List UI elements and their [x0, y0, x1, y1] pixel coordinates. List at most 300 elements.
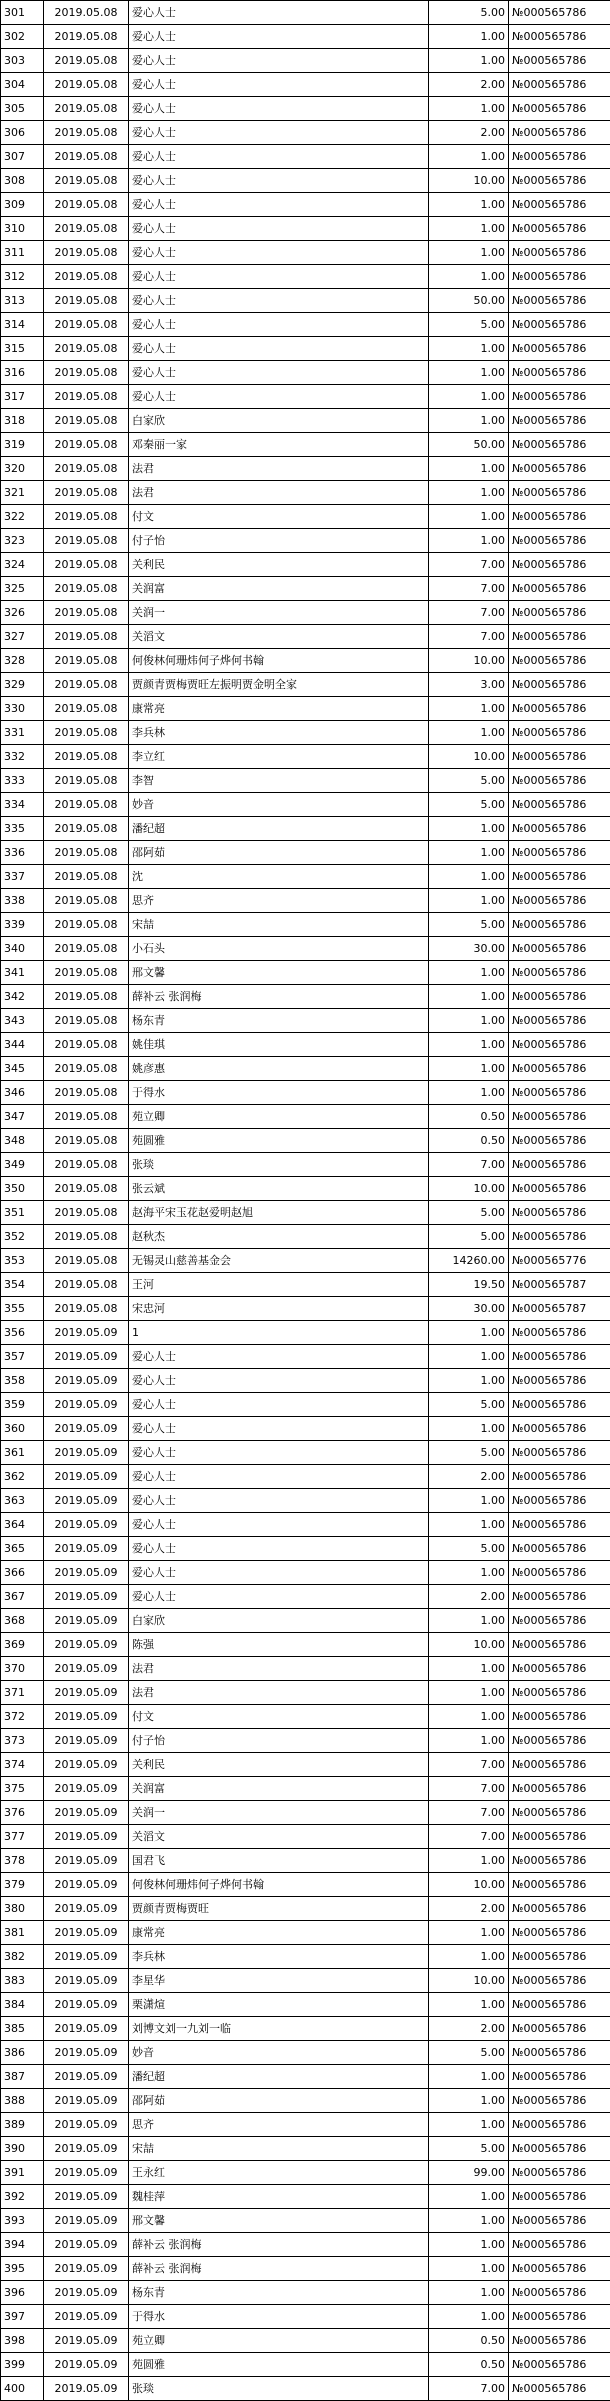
donation-date: 2019.05.08: [44, 73, 129, 97]
table-row: [1, 1129, 610, 1153]
donation-date: 2019.05.08: [44, 985, 129, 1009]
row-number: 353: [1, 1249, 44, 1273]
table-row: [1, 2113, 610, 2137]
donor-name: 关利民: [129, 553, 429, 577]
donation-date: 2019.05.08: [44, 625, 129, 649]
donation-amount: 1.00: [429, 2281, 509, 2305]
donation-amount: 1.00: [429, 2065, 509, 2089]
donation-amount: 5.00: [429, 1441, 509, 1465]
receipt-number: №000565786: [509, 1657, 610, 1681]
donation-date: 2019.05.08: [44, 1153, 129, 1177]
donor-name: 1: [129, 1321, 429, 1345]
donor-name: 张琰: [129, 1153, 429, 1177]
row-number: 333: [1, 769, 44, 793]
table-row: [1, 1, 610, 25]
donation-date: 2019.05.09: [44, 2281, 129, 2305]
donor-name: 法君: [129, 481, 429, 505]
table-row: [1, 361, 610, 385]
donation-date: 2019.05.09: [44, 1489, 129, 1513]
donor-name: 何俊林何珊炜何子烨何书翰: [129, 649, 429, 673]
donation-amount: 1.00: [429, 865, 509, 889]
receipt-number: №000565786: [509, 625, 610, 649]
donation-date: 2019.05.08: [44, 961, 129, 985]
receipt-number: №000565786: [509, 289, 610, 313]
table-row: [1, 1249, 610, 1273]
row-number: 395: [1, 2257, 44, 2281]
table-row: [1, 625, 610, 649]
receipt-number: №000565786: [509, 1081, 610, 1105]
receipt-number: №000565786: [509, 73, 610, 97]
donor-name: 贾颜青贾梅贾旺左振明贾金明全家: [129, 673, 429, 697]
donation-amount: 1.00: [429, 2113, 509, 2137]
row-number: 379: [1, 1873, 44, 1897]
donation-amount: 1.00: [429, 961, 509, 985]
donor-name: 爱心人士: [129, 1, 429, 25]
donor-name: 关润富: [129, 1777, 429, 1801]
row-number: 354: [1, 1273, 44, 1297]
donor-name: 薛补云 张润梅: [129, 2257, 429, 2281]
donation-amount: 1.00: [429, 217, 509, 241]
row-number: 313: [1, 289, 44, 313]
donation-amount: 7.00: [429, 601, 509, 625]
donation-date: 2019.05.08: [44, 289, 129, 313]
donation-amount: 1.00: [429, 2233, 509, 2257]
donation-date: 2019.05.08: [44, 361, 129, 385]
donor-name: 法君: [129, 457, 429, 481]
row-number: 337: [1, 865, 44, 889]
row-number: 346: [1, 1081, 44, 1105]
receipt-number: №000565786: [509, 2305, 610, 2329]
row-number: 335: [1, 817, 44, 841]
table-row: [1, 1537, 610, 1561]
donor-name: 爱心人士: [129, 73, 429, 97]
receipt-number: №000565786: [509, 313, 610, 337]
donation-amount: 0.50: [429, 2329, 509, 2353]
donation-amount: 5.00: [429, 313, 509, 337]
donation-amount: 7.00: [429, 1801, 509, 1825]
row-number: 308: [1, 169, 44, 193]
table-row: [1, 1369, 610, 1393]
donation-date: 2019.05.09: [44, 1369, 129, 1393]
donation-date: 2019.05.08: [44, 169, 129, 193]
row-number: 349: [1, 1153, 44, 1177]
row-number: 325: [1, 577, 44, 601]
donation-amount: 1.00: [429, 1513, 509, 1537]
row-number: 362: [1, 1465, 44, 1489]
donation-amount: 7.00: [429, 1153, 509, 1177]
donation-date: 2019.05.09: [44, 1393, 129, 1417]
row-number: 302: [1, 25, 44, 49]
donation-amount: 7.00: [429, 1753, 509, 1777]
table-row: [1, 2041, 610, 2065]
donor-name: 李兵林: [129, 1945, 429, 1969]
donor-name: 陈强: [129, 1633, 429, 1657]
donation-date: 2019.05.09: [44, 2209, 129, 2233]
donation-amount: 10.00: [429, 1873, 509, 1897]
donation-date: 2019.05.09: [44, 1345, 129, 1369]
table-row: [1, 1993, 610, 2017]
receipt-number: №000565786: [509, 1393, 610, 1417]
donor-name: 无锡灵山慈善基金会: [129, 1249, 429, 1273]
receipt-number: №000565786: [509, 1753, 610, 1777]
receipt-number: №000565786: [509, 1561, 610, 1585]
table-row: [1, 985, 610, 1009]
donation-date: 2019.05.09: [44, 1969, 129, 1993]
donation-amount: 1.00: [429, 1321, 509, 1345]
donation-amount: 5.00: [429, 1393, 509, 1417]
receipt-number: №000565786: [509, 217, 610, 241]
row-number: 369: [1, 1633, 44, 1657]
receipt-number: №000565786: [509, 1849, 610, 1873]
receipt-number: №000565786: [509, 1, 610, 25]
donation-amount: 7.00: [429, 553, 509, 577]
donation-date: 2019.05.09: [44, 1561, 129, 1585]
donation-amount: 1.00: [429, 2209, 509, 2233]
donation-date: 2019.05.08: [44, 577, 129, 601]
row-number: 341: [1, 961, 44, 985]
donor-name: 付文: [129, 505, 429, 529]
donation-date: 2019.05.08: [44, 409, 129, 433]
donor-name: 苑立卿: [129, 2329, 429, 2353]
donation-amount: 30.00: [429, 1297, 509, 1321]
receipt-number: №000565786: [509, 457, 610, 481]
row-number: 375: [1, 1777, 44, 1801]
donor-name: 苑圆雅: [129, 1129, 429, 1153]
row-number: 355: [1, 1297, 44, 1321]
donation-date: 2019.05.09: [44, 1441, 129, 1465]
row-number: 347: [1, 1105, 44, 1129]
donation-date: 2019.05.08: [44, 649, 129, 673]
donor-name: 李智: [129, 769, 429, 793]
donation-date: 2019.05.08: [44, 1225, 129, 1249]
donation-amount: 2.00: [429, 1585, 509, 1609]
donation-amount: 2.00: [429, 121, 509, 145]
row-number: 384: [1, 1993, 44, 2017]
row-number: 343: [1, 1009, 44, 1033]
receipt-number: №000565786: [509, 2329, 610, 2353]
donation-date: 2019.05.08: [44, 25, 129, 49]
donor-name: 李兵林: [129, 721, 429, 745]
receipt-number: №000565786: [509, 1873, 610, 1897]
row-number: 339: [1, 913, 44, 937]
table-row: [1, 769, 610, 793]
donation-date: 2019.05.09: [44, 1537, 129, 1561]
donation-amount: 1.00: [429, 529, 509, 553]
table-row: [1, 1177, 610, 1201]
donor-name: 王河: [129, 1273, 429, 1297]
row-number: 378: [1, 1849, 44, 1873]
table-row: [1, 1153, 610, 1177]
receipt-number: №000565786: [509, 1921, 610, 1945]
donation-amount: 1.00: [429, 1849, 509, 1873]
table-row: [1, 745, 610, 769]
row-number: 370: [1, 1657, 44, 1681]
donation-amount: 50.00: [429, 433, 509, 457]
row-number: 382: [1, 1945, 44, 1969]
receipt-number: №000565786: [509, 577, 610, 601]
row-number: 367: [1, 1585, 44, 1609]
donor-name: 思齐: [129, 2113, 429, 2137]
donation-amount: 1.00: [429, 241, 509, 265]
receipt-number: №000565786: [509, 1705, 610, 1729]
receipt-number: №000565786: [509, 1321, 610, 1345]
receipt-number: №000565786: [509, 25, 610, 49]
donation-amount: 1.00: [429, 1729, 509, 1753]
row-number: 391: [1, 2161, 44, 2185]
receipt-number: №000565786: [509, 1825, 610, 1849]
receipt-number: №000565786: [509, 961, 610, 985]
donation-date: 2019.05.08: [44, 841, 129, 865]
table-row: [1, 25, 610, 49]
donation-amount: 1.00: [429, 1609, 509, 1633]
donor-name: 姚彦惠: [129, 1057, 429, 1081]
row-number: 356: [1, 1321, 44, 1345]
receipt-number: №000565786: [509, 481, 610, 505]
donation-date: 2019.05.09: [44, 1585, 129, 1609]
receipt-number: №000565786: [509, 385, 610, 409]
row-number: 394: [1, 2233, 44, 2257]
row-number: 390: [1, 2137, 44, 2161]
row-number: 334: [1, 793, 44, 817]
receipt-number: №000565786: [509, 1033, 610, 1057]
donor-name: 付文: [129, 1705, 429, 1729]
table-row: [1, 2257, 610, 2281]
donor-name: 爱心人士: [129, 1369, 429, 1393]
row-number: 322: [1, 505, 44, 529]
donation-date: 2019.05.08: [44, 481, 129, 505]
donor-name: 赵海平宋玉花赵爱明赵旭: [129, 1201, 429, 1225]
donation-date: 2019.05.09: [44, 1321, 129, 1345]
receipt-number: №000565786: [509, 505, 610, 529]
donation-date: 2019.05.09: [44, 1945, 129, 1969]
donation-date: 2019.05.08: [44, 1, 129, 25]
receipt-number: №000565786: [509, 649, 610, 673]
donor-name: 关滔文: [129, 625, 429, 649]
receipt-number: №000565787: [509, 1297, 610, 1321]
receipt-number: №000565786: [509, 2185, 610, 2209]
receipt-number: №000565786: [509, 145, 610, 169]
donation-date: 2019.05.08: [44, 193, 129, 217]
donation-amount: 5.00: [429, 913, 509, 937]
donation-date: 2019.05.08: [44, 793, 129, 817]
table-row: [1, 2305, 610, 2329]
row-number: 371: [1, 1681, 44, 1705]
donation-date: 2019.05.08: [44, 265, 129, 289]
row-number: 310: [1, 217, 44, 241]
donation-date: 2019.05.08: [44, 1129, 129, 1153]
row-number: 331: [1, 721, 44, 745]
receipt-number: №000565786: [509, 1969, 610, 1993]
table-row: [1, 817, 610, 841]
donor-name: 关润一: [129, 601, 429, 625]
table-row: [1, 697, 610, 721]
row-number: 319: [1, 433, 44, 457]
donation-date: 2019.05.09: [44, 1465, 129, 1489]
donation-amount: 1.00: [429, 1945, 509, 1969]
donor-name: 苑立卿: [129, 1105, 429, 1129]
row-number: 315: [1, 337, 44, 361]
table-row: [1, 2065, 610, 2089]
donor-name: 爱心人士: [129, 145, 429, 169]
donor-name: 关润富: [129, 577, 429, 601]
donation-amount: 5.00: [429, 1225, 509, 1249]
donation-date: 2019.05.09: [44, 1609, 129, 1633]
donation-amount: 1.00: [429, 1033, 509, 1057]
donation-date: 2019.05.09: [44, 2305, 129, 2329]
receipt-number: №000565786: [509, 2257, 610, 2281]
donation-date: 2019.05.08: [44, 121, 129, 145]
donation-date: 2019.05.08: [44, 313, 129, 337]
donor-name: 赵秋杰: [129, 1225, 429, 1249]
row-number: 312: [1, 265, 44, 289]
receipt-number: №000565786: [509, 2065, 610, 2089]
donor-name: 薛补云 张润梅: [129, 2233, 429, 2257]
donation-amount: 0.50: [429, 2353, 509, 2377]
donation-date: 2019.05.09: [44, 1729, 129, 1753]
donor-name: 姚佳琪: [129, 1033, 429, 1057]
receipt-number: №000565786: [509, 1441, 610, 1465]
donor-name: 邢文馨: [129, 961, 429, 985]
donation-amount: 1.00: [429, 1057, 509, 1081]
donation-amount: 10.00: [429, 649, 509, 673]
table-row: [1, 1033, 610, 1057]
row-number: 316: [1, 361, 44, 385]
donation-amount: 5.00: [429, 1, 509, 25]
donation-amount: 2.00: [429, 1465, 509, 1489]
donation-date: 2019.05.09: [44, 1897, 129, 1921]
donor-name: 康常亮: [129, 697, 429, 721]
receipt-number: №000565786: [509, 1009, 610, 1033]
donor-name: 小石头: [129, 937, 429, 961]
table-row: [1, 457, 610, 481]
donation-date: 2019.05.08: [44, 769, 129, 793]
table-row: [1, 289, 610, 313]
donation-amount: 1.00: [429, 25, 509, 49]
donation-amount: 2.00: [429, 1897, 509, 1921]
donor-name: 爱心人士: [129, 1537, 429, 1561]
donor-name: 关滔文: [129, 1825, 429, 1849]
donor-name: 爱心人士: [129, 1441, 429, 1465]
receipt-number: №000565786: [509, 337, 610, 361]
receipt-number: №000565786: [509, 1993, 610, 2017]
row-number: 332: [1, 745, 44, 769]
table-row: [1, 673, 610, 697]
donation-amount: 1.00: [429, 409, 509, 433]
table-row: [1, 1705, 610, 1729]
receipt-number: №000565786: [509, 1489, 610, 1513]
donor-name: 李星华: [129, 1969, 429, 1993]
donation-date: 2019.05.08: [44, 433, 129, 457]
donor-name: 于得水: [129, 2305, 429, 2329]
receipt-number: №000565786: [509, 433, 610, 457]
receipt-number: №000565786: [509, 2041, 610, 2065]
donor-name: 爱心人士: [129, 1465, 429, 1489]
donation-date: 2019.05.09: [44, 1633, 129, 1657]
receipt-number: №000565786: [509, 1513, 610, 1537]
donation-date: 2019.05.09: [44, 1705, 129, 1729]
row-number: 351: [1, 1201, 44, 1225]
table-row: [1, 1753, 610, 1777]
donation-amount: 10.00: [429, 169, 509, 193]
table-row: [1, 1873, 610, 1897]
donor-name: 邵阿茹: [129, 2089, 429, 2113]
table-row: [1, 1441, 610, 1465]
table-row: [1, 649, 610, 673]
receipt-number: №000565786: [509, 169, 610, 193]
table-row: [1, 1609, 610, 1633]
donor-name: 邵阿茹: [129, 841, 429, 865]
table-row: [1, 1105, 610, 1129]
donation-date: 2019.05.08: [44, 385, 129, 409]
table-row: [1, 337, 610, 361]
row-number: 318: [1, 409, 44, 433]
receipt-number: №000565786: [509, 769, 610, 793]
donation-date: 2019.05.08: [44, 1177, 129, 1201]
donor-name: 薛补云 张润梅: [129, 985, 429, 1009]
donor-name: 刘博文刘一九刘一临: [129, 2017, 429, 2041]
donation-amount: 1.00: [429, 1009, 509, 1033]
donation-date: 2019.05.08: [44, 241, 129, 265]
donor-name: 爱心人士: [129, 1489, 429, 1513]
donation-amount: 1.00: [429, 1369, 509, 1393]
table-row: [1, 1345, 610, 1369]
donor-name: 爱心人士: [129, 217, 429, 241]
table-row: [1, 481, 610, 505]
donor-name: 爱心人士: [129, 385, 429, 409]
donor-name: 妙音: [129, 2041, 429, 2065]
donation-amount: 7.00: [429, 2377, 509, 2401]
donor-name: 张琰: [129, 2377, 429, 2401]
donation-date: 2019.05.09: [44, 2113, 129, 2137]
donation-date: 2019.05.08: [44, 1081, 129, 1105]
table-row: [1, 1393, 610, 1417]
donation-date: 2019.05.09: [44, 1417, 129, 1441]
donation-amount: 1.00: [429, 1681, 509, 1705]
receipt-number: №000565786: [509, 1369, 610, 1393]
donor-name: 爱心人士: [129, 1417, 429, 1441]
row-number: 330: [1, 697, 44, 721]
receipt-number: №000565786: [509, 409, 610, 433]
receipt-number: №000565786: [509, 817, 610, 841]
row-number: 340: [1, 937, 44, 961]
row-number: 338: [1, 889, 44, 913]
donation-amount: 1.00: [429, 697, 509, 721]
donation-date: 2019.05.09: [44, 2041, 129, 2065]
table-row: [1, 553, 610, 577]
row-number: 392: [1, 2185, 44, 2209]
table-row: [1, 1585, 610, 1609]
donation-amount: 5.00: [429, 1537, 509, 1561]
row-number: 348: [1, 1129, 44, 1153]
donor-name: 潘纪超: [129, 2065, 429, 2089]
donation-amount: 1.00: [429, 985, 509, 1009]
row-number: 350: [1, 1177, 44, 1201]
table-row: [1, 2017, 610, 2041]
donor-name: 邓秦丽一家: [129, 433, 429, 457]
receipt-number: №000565786: [509, 1201, 610, 1225]
donation-amount: 7.00: [429, 1825, 509, 1849]
donor-name: 白家欣: [129, 1609, 429, 1633]
donation-amount: 10.00: [429, 1969, 509, 1993]
row-number: 303: [1, 49, 44, 73]
receipt-number: №000565786: [509, 1417, 610, 1441]
table-row: [1, 1561, 610, 1585]
donation-date: 2019.05.09: [44, 2185, 129, 2209]
table-row: [1, 961, 610, 985]
row-number: 345: [1, 1057, 44, 1081]
donation-date: 2019.05.09: [44, 1873, 129, 1897]
donation-date: 2019.05.08: [44, 1249, 129, 1273]
